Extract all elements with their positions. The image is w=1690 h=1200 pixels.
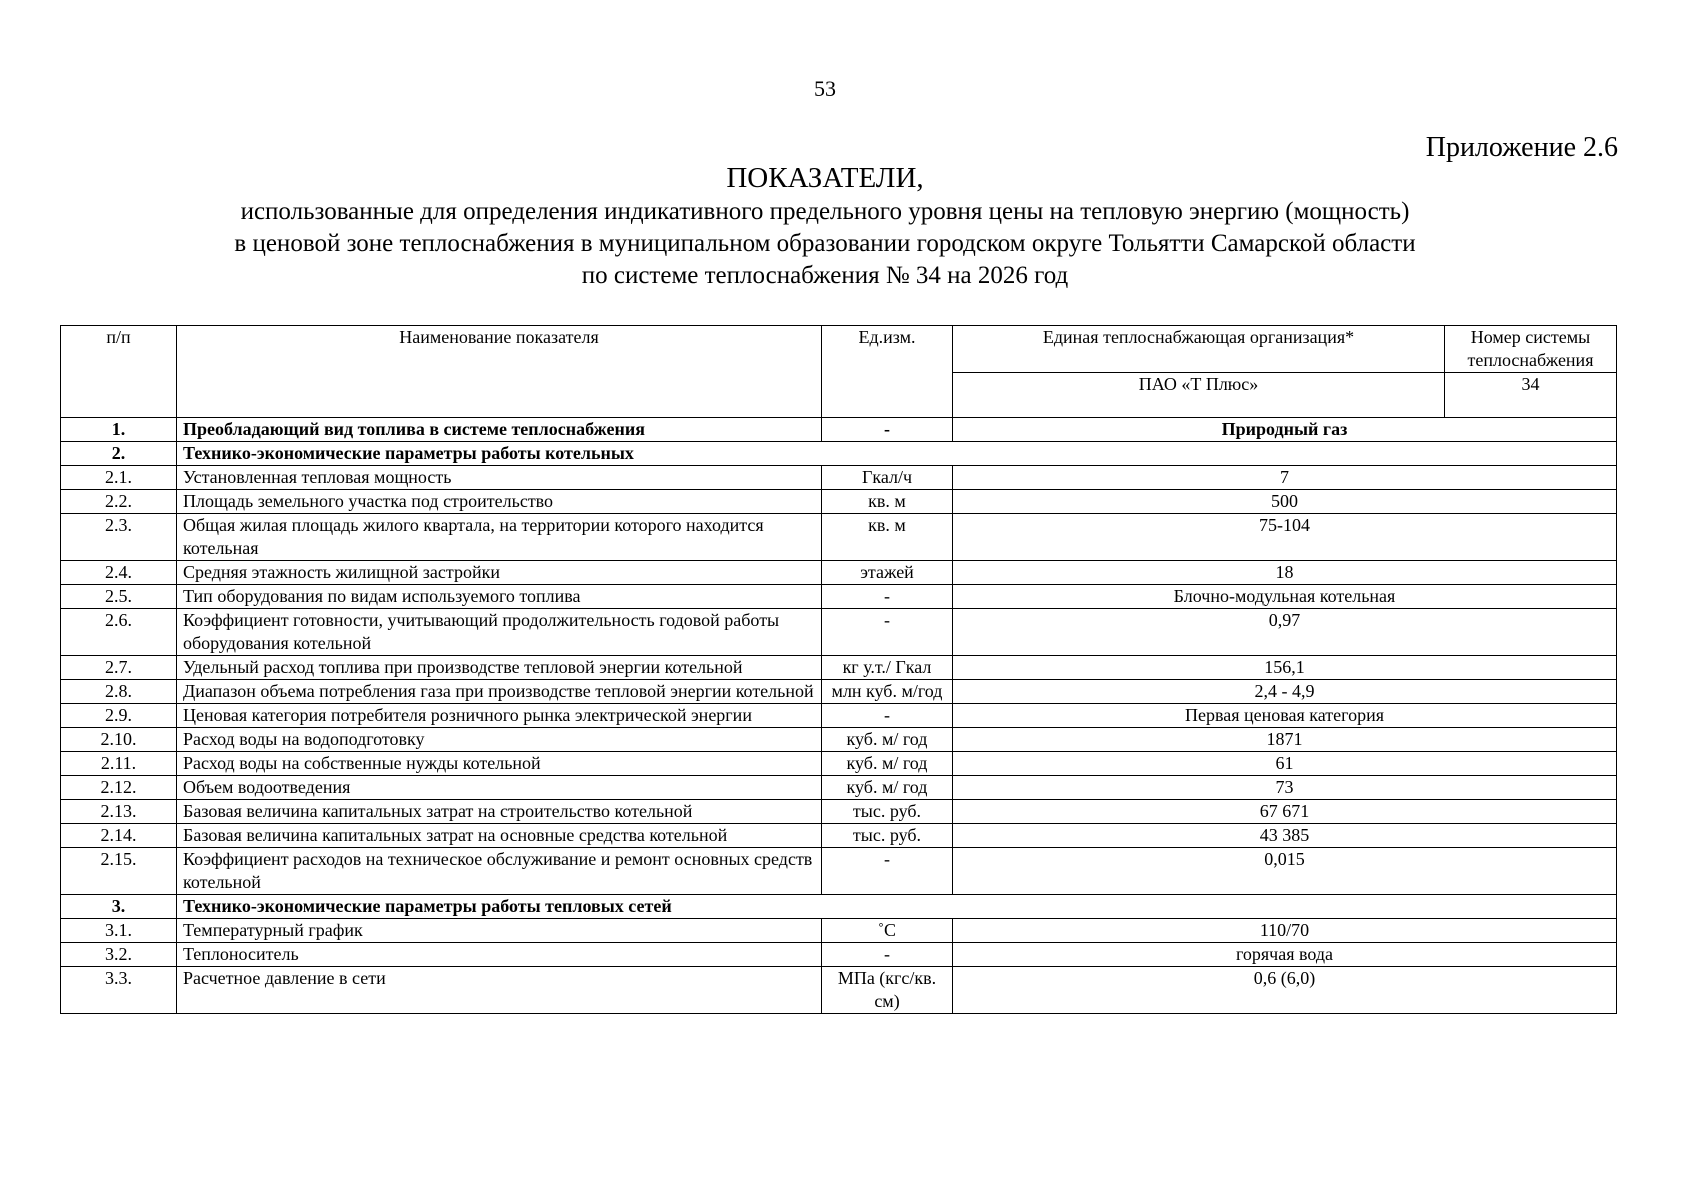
row-value: 500 xyxy=(953,490,1617,514)
table-row xyxy=(61,848,1617,895)
row-value: Первая ценовая категория xyxy=(953,704,1617,728)
row-number: 3.2. xyxy=(61,943,177,967)
row-name: Тип оборудования по видам используемого топлива xyxy=(177,585,822,609)
row-number: 2.8. xyxy=(61,680,177,704)
row-unit: МПа (кгс/кв. см) xyxy=(822,967,953,1014)
row-unit: этажей xyxy=(822,561,953,585)
row-number: 2.12. xyxy=(61,776,177,800)
row-unit: тыс. руб. xyxy=(822,800,953,824)
table-row xyxy=(61,800,1617,824)
row-name: Диапазон объема потребления газа при производстве тепловой энергии котельной xyxy=(177,680,822,704)
table-row xyxy=(61,680,1617,704)
row-value: 2,4 - 4,9 xyxy=(953,680,1617,704)
row-name: Базовая величина капитальных затрат на основные средства котельной xyxy=(177,824,822,848)
table-row xyxy=(61,418,1617,442)
table-row xyxy=(61,967,1617,1014)
row-name: Удельный расход топлива при производстве тепловой энергии котельной xyxy=(177,656,822,680)
row-name: Теплоноситель xyxy=(177,943,822,967)
row-value: горячая вода xyxy=(953,943,1617,967)
title-line-1: использованные для определения индикативного предельного уровня цены на тепловую энергию (мощность) xyxy=(240,198,1410,225)
row-value: 1871 xyxy=(953,728,1617,752)
row-number: 2.6. xyxy=(61,609,177,656)
row-value: 110/70 xyxy=(953,919,1617,943)
table-row xyxy=(61,466,1617,490)
row-unit: - xyxy=(822,418,953,442)
row-number: 2.10. xyxy=(61,728,177,752)
row-value: 18 xyxy=(953,561,1617,585)
page-number: 53 xyxy=(814,76,836,101)
row-unit: тыс. руб. xyxy=(822,824,953,848)
row-value: 75-104 xyxy=(953,514,1617,561)
row-number: 2.3. xyxy=(61,514,177,561)
row-number: 2.15. xyxy=(61,848,177,895)
header-org-name: ПАО «Т Плюс» xyxy=(953,373,1445,418)
row-name: Базовая величина капитальных затрат на строительство котельной xyxy=(177,800,822,824)
row-value: 61 xyxy=(953,752,1617,776)
row-unit: млн куб. м/год xyxy=(822,680,953,704)
row-unit: куб. м/ год xyxy=(822,752,953,776)
row-name: Расход воды на водоподготовку xyxy=(177,728,822,752)
table-row xyxy=(61,752,1617,776)
row-unit: - xyxy=(822,848,953,895)
row-number: 3. xyxy=(61,895,177,919)
header-org: Единая теплоснабжающая организация* xyxy=(953,326,1445,373)
row-unit: - xyxy=(822,585,953,609)
title-line-2: в ценовой зоне теплоснабжения в муниципальном образовании городском округе Тольятти Самарской области xyxy=(234,230,1416,257)
table-row xyxy=(61,728,1617,752)
header-system: Номер системы теплоснабжения xyxy=(1445,326,1617,373)
row-number: 2. xyxy=(61,442,177,466)
table-row xyxy=(61,704,1617,728)
row-number: 2.9. xyxy=(61,704,177,728)
row-name: Расход воды на собственные нужды котельной xyxy=(177,752,822,776)
row-name: Температурный график xyxy=(177,919,822,943)
row-value: 67 671 xyxy=(953,800,1617,824)
row-name: Преобладающий вид топлива в системе теплоснабжения xyxy=(177,418,822,442)
row-number: 2.5. xyxy=(61,585,177,609)
row-unit: - xyxy=(822,704,953,728)
table-section-row xyxy=(61,442,1617,466)
row-unit: кг у.т./ Гкал xyxy=(822,656,953,680)
row-section-title: Технико-экономические параметры работы котельных xyxy=(177,442,1617,466)
row-number: 2.13. xyxy=(61,800,177,824)
row-value: 0,97 xyxy=(953,609,1617,656)
appendix-label: Приложение 2.6 xyxy=(1425,132,1618,163)
row-value: 0,6 (6,0) xyxy=(953,967,1617,1014)
row-value: 156,1 xyxy=(953,656,1617,680)
row-unit: ˚С xyxy=(822,919,953,943)
table-row xyxy=(61,656,1617,680)
row-unit: Гкал/ч xyxy=(822,466,953,490)
row-section-title: Технико-экономические параметры работы тепловых сетей xyxy=(177,895,1617,919)
table-body xyxy=(61,326,1617,1014)
row-number: 2.1. xyxy=(61,466,177,490)
row-value: 73 xyxy=(953,776,1617,800)
table-row xyxy=(61,514,1617,561)
row-value: Природный газ xyxy=(953,418,1617,442)
table-section-row xyxy=(61,895,1617,919)
row-name: Установленная тепловая мощность xyxy=(177,466,822,490)
table-row xyxy=(61,824,1617,848)
row-unit: куб. м/ год xyxy=(822,728,953,752)
table-row xyxy=(61,490,1617,514)
row-name: Общая жилая площадь жилого квартала, на территории которого находится котельная xyxy=(177,514,822,561)
header-name: Наименование показателя xyxy=(177,326,822,418)
row-number: 2.4. xyxy=(61,561,177,585)
row-name: Площадь земельного участка под строительство xyxy=(177,490,822,514)
header-unit: Ед.изм. xyxy=(822,326,953,418)
header-system-number: 34 xyxy=(1445,373,1617,418)
row-number: 2.14. xyxy=(61,824,177,848)
row-name: Ценовая категория потребителя розничного рынка электрической энергии xyxy=(177,704,822,728)
title-line-3: по системе теплоснабжения № 34 на 2026 год xyxy=(581,262,1069,289)
row-unit: кв. м xyxy=(822,490,953,514)
row-value: 7 xyxy=(953,466,1617,490)
row-name: Расчетное давление в сети xyxy=(177,967,822,1014)
row-unit: куб. м/ год xyxy=(822,776,953,800)
row-number: 2.11. xyxy=(61,752,177,776)
title-main: ПОКАЗАТЕЛИ, xyxy=(726,162,924,194)
row-unit: - xyxy=(822,609,953,656)
table-row xyxy=(61,609,1617,656)
row-value: Блочно-модульная котельная xyxy=(953,585,1617,609)
row-number: 2.2. xyxy=(61,490,177,514)
table-row xyxy=(61,776,1617,800)
row-number: 2.7. xyxy=(61,656,177,680)
row-value: 43 385 xyxy=(953,824,1617,848)
row-name: Средняя этажность жилищной застройки xyxy=(177,561,822,585)
row-value: 0,015 xyxy=(953,848,1617,895)
indicators-table xyxy=(60,325,1617,1014)
row-name: Коэффициент расходов на техническое обслуживание и ремонт основных средств котельной xyxy=(177,848,822,895)
row-name: Объем водоотведения xyxy=(177,776,822,800)
row-number: 3.3. xyxy=(61,967,177,1014)
row-name: Коэффициент готовности, учитывающий продолжительность годовой работы оборудования котельной xyxy=(177,609,822,656)
row-unit: - xyxy=(822,943,953,967)
document-title xyxy=(90,160,1560,292)
table-row xyxy=(61,919,1617,943)
row-unit: кв. м xyxy=(822,514,953,561)
table-row xyxy=(61,585,1617,609)
table-row xyxy=(61,943,1617,967)
header-num: п/п xyxy=(61,326,177,418)
table-row xyxy=(61,561,1617,585)
row-number: 3.1. xyxy=(61,919,177,943)
row-number: 1. xyxy=(61,418,177,442)
table-header-row xyxy=(61,326,1617,373)
